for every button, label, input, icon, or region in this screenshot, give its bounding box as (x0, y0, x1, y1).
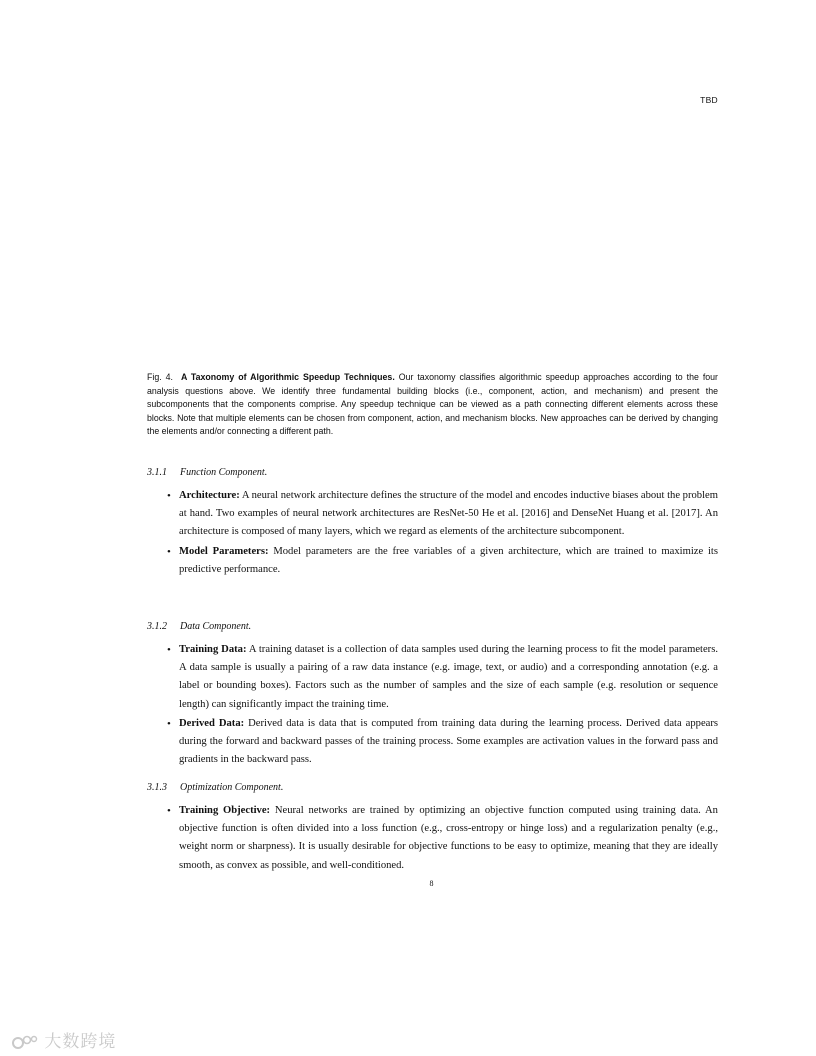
section-number: 3.1.2 (147, 621, 167, 632)
figure-title: A Taxonomy of Algorithmic Speedup Techniques. (180, 372, 395, 382)
section-data-component (147, 621, 718, 770)
section-title: Data Component. (180, 621, 252, 632)
watermark (12, 1027, 116, 1052)
bullet-icon: • (167, 490, 171, 502)
item-term: Architecture: (179, 490, 240, 501)
bullet-list (147, 802, 718, 875)
figure-caption-body: Our taxonomy classifies algorithmic speedup approaches according to the four analysis questions above. We identify three fundamental building blocks (i.e., component, action, and mechanism) and present the subcomponents that the components comprise. Any speedup technique can be viewed as a path connecting different elements across these blocks. Note that multiple elements can be chosen from component, action, and mechanism blocks. New approaches can be derived by changing the elements and/or connecting a different path. (147, 372, 718, 436)
watermark-logo-icon (12, 1034, 38, 1050)
section-title: Optimization Component. (180, 782, 284, 793)
item-text: Neural networks are trained by optimizing an objective function computed using training data. An objective function is often divided into a loss function (e.g., cross-entropy or hinge loss) and a regularization penalty (e.g., weight norm or sharpness). It is usually desirable for objective functions to be easy to optimize, meaning that they are ideally smooth, as convex as possible, and well-conditioned. (179, 805, 718, 871)
item-term: Model Parameters: (179, 545, 269, 557)
item-text: Derived data is data that is computed from training data during the learning process. Derived data appears during the forward and backward passes of the training process. Some examples are activation values in the forward pass and gradients in the backward pass. (179, 717, 718, 766)
section-title: Function Component. (180, 467, 268, 478)
bullet-icon: • (167, 545, 171, 558)
section-function-component (147, 467, 718, 580)
figure-caption (147, 371, 718, 439)
item-text: Model parameters are the free variables of a given architecture, which are trained to maximize its predictive performance. (179, 545, 718, 575)
bullet-icon: • (167, 644, 171, 656)
page-number: 8 (429, 879, 434, 888)
list-item (147, 641, 718, 714)
bullet-list (147, 641, 718, 769)
bullet-list (147, 487, 718, 579)
section-number: 3.1.1 (147, 467, 167, 478)
section-number: 3.1.3 (147, 782, 167, 793)
bullet-icon: • (167, 717, 171, 730)
item-term: Training Data: (179, 644, 247, 655)
item-text: A neural network architecture defines the structure of the model and encodes inductive biases about the problem at hand. Two examples of neural network architectures are ResNet-50 He et al. [2016] and DenseNet Huang et al. [2017]. An architecture is composed of many layers, which we regard as elements of the architecture subcomponent. (179, 490, 718, 538)
item-term: Derived Data: (179, 717, 245, 729)
list-item (147, 802, 718, 875)
list-item (147, 543, 718, 579)
item-term: Training Objective: (179, 805, 271, 816)
section-heading (147, 782, 718, 793)
list-item (147, 715, 718, 770)
bullet-icon: • (167, 805, 171, 817)
item-text: A training dataset is a collection of data samples used during the learning process to fit the model parameters. A data sample is usually a pairing of a raw data instance (e.g. image, text, or audio) and a corresponding annotation (e.g. a label or bounding boxes). Factors such as the number of samples and the size of each sample (e.g. resolution or sequence length) can significantly impact the training time. (179, 644, 718, 710)
section-heading (147, 467, 718, 478)
figure-label: Fig. 4. (147, 372, 173, 382)
list-item (147, 487, 718, 542)
running-header: TBD (700, 95, 718, 105)
section-heading (147, 621, 718, 632)
watermark-text: 大数跨境 (44, 1032, 117, 1052)
section-optimization-component (147, 782, 718, 876)
